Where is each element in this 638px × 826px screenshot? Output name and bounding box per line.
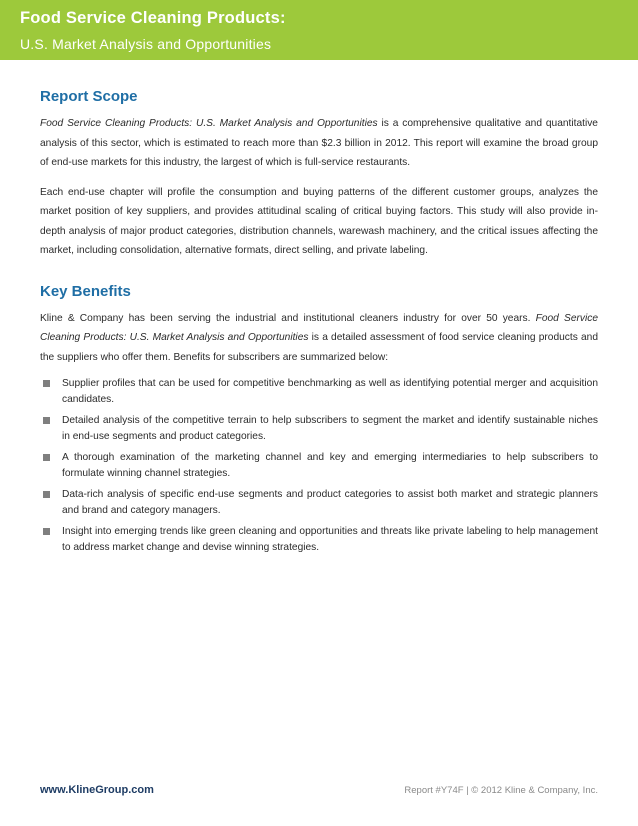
key-benefits-section [40, 283, 598, 556]
square-bullet-icon [43, 380, 50, 387]
list-item [40, 450, 598, 481]
square-bullet-icon [43, 454, 50, 461]
benefit-text: Data-rich analysis of specific end-use segments and product categories to assist both market and strategic planners and brand and category managers. [62, 489, 598, 516]
benefit-text: Detailed analysis of the competitive terrain to help subscribers to segment the market and identify sustainable niches in end-use segments and product categories. [62, 415, 598, 442]
website-link[interactable]: www.KlineGroup.com [40, 784, 154, 796]
list-item [40, 376, 598, 407]
benefits-intro-start: Kline & Company has been serving the industrial and institutional cleaners industry for over 50 years. [40, 312, 536, 324]
scope-report-title: Food Service Cleaning Products: U.S. Market Analysis and Opportunities [40, 118, 378, 129]
main-content [40, 88, 598, 561]
square-bullet-icon [43, 417, 50, 424]
scope-paragraph-2: Each end-use chapter will profile the consumption and buying patterns of the different customer groups, analyzes the market position of key suppliers, and provides attitudinal scaling of critical buying factors. This study will also provide in-depth analysis of major product categories, distribution channels, warewash machinery, and the critical issues affecting the market, including consolidation, alternative formats, direct selling, and private labeling. [40, 186, 598, 256]
benefit-text: Supplier profiles that can be used for competitive benchmarking as well as identifying potential merger and acquisition candidates. [62, 378, 598, 405]
header-banner [0, 0, 638, 60]
benefits-report-title: Food Service Cleaning Products: U.S. Market Analysis and Opportunities [40, 312, 598, 343]
list-item [40, 413, 598, 444]
scope-paragraph-1 [40, 114, 598, 173]
benefit-text: Insight into emerging trends like green cleaning and opportunities and threats like private labeling to help management to address market change and devise winning strategies. [62, 526, 598, 553]
square-bullet-icon [43, 528, 50, 535]
report-scope-section [40, 88, 598, 261]
report-title: Food Service Cleaning Products: [20, 9, 286, 27]
benefits-intro-end: is a detailed assessment of food service cleaning products and the suppliers who offer them. Benefits for subscribers are summarized below: [40, 332, 599, 363]
benefits-list [40, 376, 598, 555]
key-benefits-heading: Key Benefits [40, 282, 131, 300]
report-footer-info: Report #Y74F | © 2012 Kline & Company, Inc. [404, 785, 598, 796]
benefits-intro [40, 309, 598, 368]
square-bullet-icon [43, 491, 50, 498]
report-subtitle: U.S. Market Analysis and Opportunities [20, 36, 272, 52]
benefit-text: A thorough examination of the marketing channel and key and emerging intermediaries to help subscribers to formulate winning channel strategies. [62, 452, 598, 479]
list-item [40, 524, 598, 555]
scope-paragraph-1-text: is a comprehensive qualitative and quantitative analysis of this sector, which is estimated to reach more than $2.3 billion in 2012. This report will examine the broad group of end-use markets for this industry, the largest of which is full-service restaurants. [40, 118, 598, 168]
report-scope-heading: Report Scope [40, 88, 138, 105]
list-item [40, 487, 598, 518]
